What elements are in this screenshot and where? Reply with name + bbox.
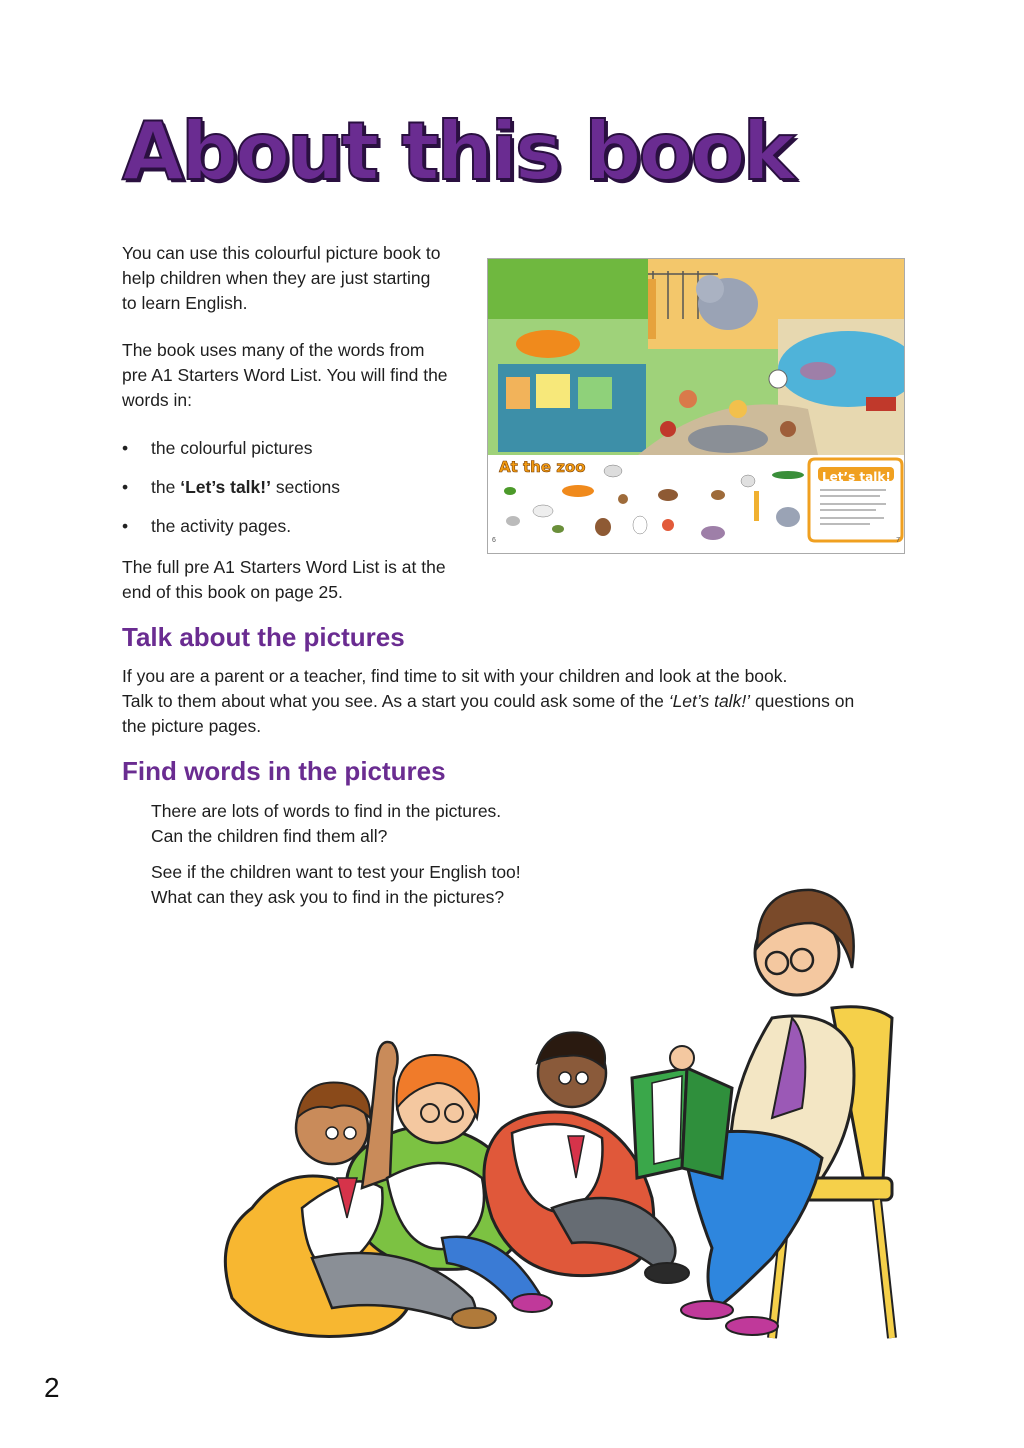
thumbnail-page-right: 7 — [896, 537, 900, 544]
intro-line: to learn English. — [122, 293, 248, 313]
find-line: There are lots of words to find in the pictures. — [151, 801, 502, 821]
thumbnail-talk-heading: Let’s talk! — [822, 470, 891, 484]
list-item — [122, 436, 340, 475]
wordlist-line: pre A1 Starters Word List. You will find the — [122, 365, 448, 385]
thumbnail-heading: At the zoo — [499, 458, 586, 476]
bullet-marker: • — [122, 438, 129, 458]
bullet-text: the colourful pictures — [151, 438, 313, 458]
talk-line: the picture pages. — [122, 716, 262, 736]
intro-paragraph — [122, 241, 440, 316]
find-line: See if the children want to test your English too! — [151, 862, 521, 882]
bullet-marker: • — [122, 516, 129, 536]
page-number: 2 — [44, 1372, 60, 1403]
find-line: Can the children find them all? — [151, 826, 388, 846]
teacher-and-children-illustration — [212, 878, 912, 1348]
intro-line: You can use this colourful picture book to — [122, 243, 441, 263]
fulllist-line: The full pre A1 Starters Word List is at the — [122, 557, 446, 577]
zoo-scene-illustration — [488, 259, 904, 553]
talk-section-paragraph — [122, 664, 854, 739]
page-title: About this book — [122, 105, 793, 198]
bullet-text: the — [151, 477, 181, 497]
talk-section-heading: Talk about the pictures — [122, 622, 405, 652]
list-item — [122, 514, 340, 553]
list-item — [122, 475, 340, 514]
talk-line: Talk to them about what you see. As a start you could ask some of the — [122, 691, 669, 711]
bullet-text: sections — [270, 477, 341, 497]
lets-talk-italic: ‘Let’s talk!’ — [668, 691, 751, 711]
find-paragraph-1 — [151, 799, 501, 849]
thumbnail-page-left: 6 — [492, 537, 496, 544]
wordlist-paragraph — [122, 338, 448, 413]
find-section-heading: Find words in the pictures — [122, 756, 446, 786]
wordlist-line: words in: — [122, 390, 193, 410]
find-line: What can they ask you to find in the pictures? — [151, 887, 505, 907]
talk-line: If you are a parent or a teacher, find time to sit with your children and look at the book. — [122, 666, 788, 686]
fulllist-paragraph — [122, 555, 446, 605]
bullet-list — [122, 436, 340, 553]
lets-talk-bold: ‘Let’s talk!’ — [180, 477, 271, 497]
zoo-page-thumbnail — [487, 258, 905, 554]
intro-line: help children when they are just starting — [122, 268, 431, 288]
wordlist-line: The book uses many of the words from — [122, 340, 425, 360]
bullet-text: the activity pages. — [151, 516, 292, 536]
bullet-marker: • — [122, 477, 129, 497]
fulllist-line: end of this book on page 25. — [122, 582, 343, 602]
talk-line: questions on — [750, 691, 855, 711]
